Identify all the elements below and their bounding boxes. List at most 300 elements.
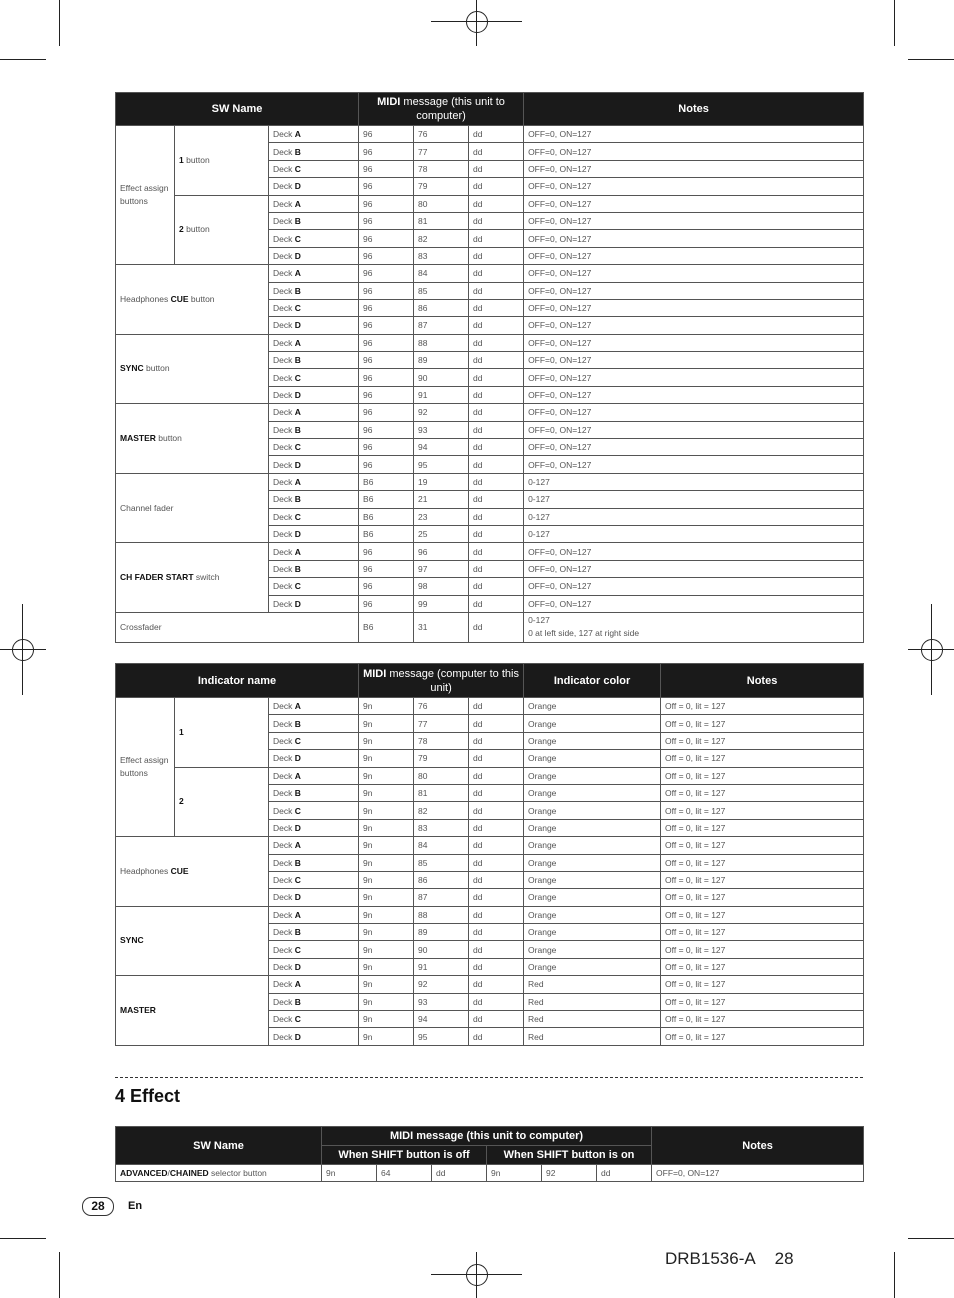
data2-cell: dd [469,265,524,282]
notes-cell: 0-127 [524,473,864,490]
status-byte-cell: 9n [359,993,414,1010]
deck-cell: Deck A [269,265,359,282]
notes-cell: OFF=0, ON=127 [524,334,864,351]
group-label: Channel fader [116,473,269,543]
deck-cell: Deck C [269,230,359,247]
shift-off-header: When SHIFT button is off [322,1146,487,1165]
status-byte-cell: 9n [359,1011,414,1028]
deck-cell: Deck C [269,1011,359,1028]
status-byte-cell: 96 [359,439,414,456]
notes-cell: OFF=0, ON=127 [524,421,864,438]
data1-cell: 21 [414,491,469,508]
group-label: Effect assign buttons [116,698,175,837]
data2-cell: dd [469,906,524,923]
data1-cell: 90 [414,369,469,386]
notes-cell: Off = 0, lit = 127 [661,750,864,767]
notes-header: Notes [524,93,864,126]
indicator-color-cell: Orange [524,784,661,801]
data1-cell: 81 [414,784,469,801]
data2-cell: dd [469,404,524,421]
data1-cell: 88 [414,906,469,923]
indicator-color-cell: Orange [524,889,661,906]
deck-cell: Deck D [269,750,359,767]
status-byte-cell: 96 [359,265,414,282]
notes-cell: Off = 0, lit = 127 [661,993,864,1010]
data2-cell: dd [469,924,524,941]
status-byte-cell: B6 [359,612,414,642]
notes-cell: Off = 0, lit = 127 [661,941,864,958]
registration-circle [921,639,943,661]
status-byte-cell: B6 [359,508,414,525]
table-row [116,126,864,143]
notes-cell: OFF=0, ON=127 [524,578,864,595]
notes-cell: OFF=0, ON=127 [524,212,864,229]
data1-cell: 91 [414,958,469,975]
crop-mark [59,1252,60,1298]
deck-cell: Deck A [269,473,359,490]
deck-cell: Deck C [269,871,359,888]
deck-cell: Deck D [269,456,359,473]
data2-cell: dd [469,854,524,871]
table-row [116,698,864,715]
notes-cell: OFF=0, ON=127 [524,560,864,577]
section-divider [115,1077,863,1078]
data2-cell: dd [469,767,524,784]
notes-cell: OFF=0, ON=127 [524,160,864,177]
status-byte-cell: B6 [359,473,414,490]
notes-cell: 0-127 [524,491,864,508]
data2-cell: dd [469,595,524,612]
notes-cell: Off = 0, lit = 127 [661,854,864,871]
midi-message-header: MIDI message (this unit to computer) [359,93,524,126]
indicator-color-cell: Orange [524,924,661,941]
data1-cell: 84 [414,837,469,854]
deck-cell: Deck C [269,508,359,525]
data1-cell: 78 [414,160,469,177]
table-row [116,543,864,560]
notes-cell: OFF=0, ON=127 [524,595,864,612]
deck-cell: Deck B [269,784,359,801]
indicator-color-header: Indicator color [524,664,661,698]
data1-cell: 85 [414,854,469,871]
data2-cell: dd [469,299,524,316]
data1-cell: 23 [414,508,469,525]
notes-cell: Off = 0, lit = 127 [661,819,864,836]
table-row [116,906,864,923]
deck-cell: Deck D [269,247,359,264]
data1-cell: 82 [414,230,469,247]
indicator-color-cell: Orange [524,715,661,732]
indicator-color-cell: Red [524,976,661,993]
indicator-color-cell: Red [524,993,661,1010]
data2-cell: dd [469,819,524,836]
status-byte-cell: 96 [359,282,414,299]
status-byte-cell: 96 [359,421,414,438]
data1-cell: 77 [414,143,469,160]
deck-cell: Deck C [269,160,359,177]
sub-group-label: 1 [175,698,269,768]
deck-cell: Deck C [269,941,359,958]
notes-cell: 0-127 0 at left side, 127 at right side [524,612,864,642]
data1-cell: 88 [414,334,469,351]
status-byte-cell: 96 [359,195,414,212]
indicator-color-cell: Orange [524,837,661,854]
deck-cell: Deck D [269,819,359,836]
notes-cell: OFF=0, ON=127 [524,317,864,334]
deck-cell: Deck D [269,1028,359,1045]
effect-midi-table [115,1126,864,1182]
status-byte-cell: 9n [359,924,414,941]
notes-cell: OFF=0, ON=127 [524,543,864,560]
notes-cell: OFF=0, ON=127 [524,369,864,386]
deck-cell: Deck C [269,802,359,819]
data2-cell: dd [469,715,524,732]
registration-line [22,604,23,695]
notes-cell: Off = 0, lit = 127 [661,802,864,819]
data2-cell: dd [469,352,524,369]
table-row [116,265,864,282]
data2-cell: dd [469,439,524,456]
deck-cell: Deck B [269,715,359,732]
notes-cell: OFF=0, ON=127 [524,143,864,160]
status-byte-cell: 9n [359,732,414,749]
deck-cell: Deck C [269,299,359,316]
notes-cell: Off = 0, lit = 127 [661,732,864,749]
deck-cell: Deck A [269,404,359,421]
notes-cell: OFF=0, ON=127 [524,439,864,456]
notes-cell: Off = 0, lit = 127 [661,767,864,784]
indicator-color-cell: Red [524,1011,661,1028]
registration-circle [466,11,488,33]
indicator-color-cell: Orange [524,802,661,819]
sub-group-label: 2 button [175,195,269,265]
data1-cell: 93 [414,421,469,438]
data2-cell: dd [469,802,524,819]
data2-cell: dd [469,178,524,195]
status-byte-cell: 96 [359,143,414,160]
document-id: DRB1536-A 28 [665,1249,794,1268]
deck-cell: Deck B [269,282,359,299]
status-byte-cell: 96 [359,578,414,595]
notes-cell: Off = 0, lit = 127 [661,698,864,715]
status-byte-cell: 96 [359,299,414,316]
notes-cell: OFF=0, ON=127 [524,386,864,403]
deck-cell: Deck A [269,976,359,993]
deck-cell: Deck D [269,178,359,195]
deck-cell: Deck D [269,525,359,542]
shift-off-data2: dd [432,1165,487,1182]
status-byte-cell: 96 [359,317,414,334]
data1-cell: 31 [414,612,469,642]
table-row [116,334,864,351]
status-byte-cell: 9n [359,976,414,993]
notes-cell: Off = 0, lit = 127 [661,958,864,975]
indicator-color-cell: Orange [524,958,661,975]
data2-cell: dd [469,941,524,958]
data2-cell: dd [469,456,524,473]
data2-cell: dd [469,143,524,160]
data1-cell: 97 [414,560,469,577]
crop-mark [894,1252,895,1298]
crop-mark [59,0,60,46]
deck-cell: Deck D [269,317,359,334]
status-byte-cell: 96 [359,404,414,421]
notes-cell: Off = 0, lit = 127 [661,1028,864,1045]
data1-cell: 95 [414,1028,469,1045]
data1-cell: 83 [414,247,469,264]
data2-cell: dd [469,732,524,749]
status-byte-cell: 96 [359,247,414,264]
deck-cell: Deck C [269,578,359,595]
status-byte-cell: 9n [359,767,414,784]
data1-cell: 94 [414,1011,469,1028]
deck-cell: Deck D [269,595,359,612]
deck-cell: Deck B [269,212,359,229]
data1-cell: 91 [414,386,469,403]
data2-cell: dd [469,473,524,490]
registration-circle [12,639,34,661]
data2-cell: dd [469,1028,524,1045]
status-byte-cell: 96 [359,352,414,369]
data2-cell: dd [469,369,524,386]
notes-header: Notes [661,664,864,698]
data1-cell: 80 [414,767,469,784]
indicator-color-cell: Orange [524,732,661,749]
data2-cell: dd [469,698,524,715]
status-byte-cell: 9n [359,750,414,767]
status-byte-cell: 9n [359,1028,414,1045]
registration-circle [466,1264,488,1286]
data1-cell: 94 [414,439,469,456]
data1-cell: 76 [414,126,469,143]
notes-cell: Off = 0, lit = 127 [661,906,864,923]
data1-cell: 25 [414,525,469,542]
data2-cell: dd [469,1011,524,1028]
deck-cell: Deck B [269,491,359,508]
data2-cell: dd [469,230,524,247]
notes-cell: Off = 0, lit = 127 [661,871,864,888]
notes-cell: OFF=0, ON=127 [524,265,864,282]
indicator-table [115,663,864,1046]
data2-cell: dd [469,578,524,595]
deck-cell: Deck A [269,906,359,923]
data1-cell: 82 [414,802,469,819]
group-label: MASTER [116,976,269,1046]
group-label: CH FADER START switch [116,543,269,613]
notes-cell: OFF=0, ON=127 [524,352,864,369]
status-byte-cell: B6 [359,491,414,508]
data1-cell: 81 [414,212,469,229]
data1-cell: 89 [414,352,469,369]
status-byte-cell: 9n [359,715,414,732]
crop-mark [908,1238,954,1239]
data2-cell: dd [469,421,524,438]
table-row [116,767,864,784]
indicator-color-cell: Orange [524,767,661,784]
data1-cell: 80 [414,195,469,212]
shift-off-status: 9n [322,1165,377,1182]
status-byte-cell: 96 [359,178,414,195]
crop-mark [0,59,46,60]
deck-cell: Deck B [269,560,359,577]
data2-cell: dd [469,491,524,508]
data1-cell: 87 [414,317,469,334]
data2-cell: dd [469,160,524,177]
language-label: En [128,1200,143,1212]
notes-cell: OFF=0, ON=127 [524,195,864,212]
data1-cell: 95 [414,456,469,473]
sub-group-label: 2 [175,767,269,837]
sub-group-label: 1 button [175,126,269,196]
sw-name-header: SW Name [116,1127,322,1165]
data2-cell: dd [469,543,524,560]
data1-cell: 99 [414,595,469,612]
indicator-color-cell: Orange [524,854,661,871]
notes-cell: Off = 0, lit = 127 [661,976,864,993]
crop-mark [908,59,954,60]
status-byte-cell: 96 [359,230,414,247]
status-byte-cell: 9n [359,784,414,801]
sw-name-cell: ADVANCED/CHAINED selector button [116,1165,322,1182]
data1-cell: 92 [414,404,469,421]
data2-cell: dd [469,993,524,1010]
status-byte-cell: 96 [359,560,414,577]
midi-message-table [115,92,864,643]
deck-cell: Deck A [269,126,359,143]
indicator-color-cell: Orange [524,906,661,923]
data2-cell: dd [469,386,524,403]
data1-cell: 19 [414,473,469,490]
notes-cell: OFF=0, ON=127 [524,126,864,143]
data1-cell: 92 [414,976,469,993]
table-row [116,612,864,642]
data2-cell: dd [469,126,524,143]
deck-cell: Deck C [269,439,359,456]
data2-cell: dd [469,508,524,525]
group-label: Headphones CUE button [116,265,269,335]
table-row [116,837,864,854]
data2-cell: dd [469,889,524,906]
section-title: 4 Effect [115,1086,181,1106]
notes-cell: OFF=0, ON=127 [652,1165,864,1182]
deck-cell: Deck A [269,195,359,212]
data2-cell: dd [469,525,524,542]
data1-cell: 79 [414,750,469,767]
midi-message-header: MIDI message (computer to this unit) [359,664,524,698]
status-byte-cell: 9n [359,889,414,906]
crop-mark [894,0,895,46]
table-row [116,195,864,212]
data1-cell: 83 [414,819,469,836]
notes-cell: Off = 0, lit = 127 [661,715,864,732]
table-row [116,404,864,421]
deck-cell: Deck B [269,854,359,871]
deck-cell: Deck B [269,421,359,438]
status-byte-cell: 96 [359,543,414,560]
shift-off-data1: 64 [377,1165,432,1182]
data2-cell: dd [469,334,524,351]
notes-cell: 0-127 [524,525,864,542]
status-byte-cell: 96 [359,456,414,473]
deck-cell: Deck B [269,993,359,1010]
status-byte-cell: 9n [359,871,414,888]
shift-on-data2: dd [597,1165,652,1182]
deck-cell: Deck B [269,143,359,160]
data2-cell: dd [469,247,524,264]
status-byte-cell: 96 [359,212,414,229]
data2-cell: dd [469,958,524,975]
data2-cell: dd [469,212,524,229]
data2-cell: dd [469,750,524,767]
shift-on-header: When SHIFT button is on [487,1146,652,1165]
sw-name-header: SW Name [116,93,359,126]
data2-cell: dd [469,784,524,801]
group-label: Effect assign buttons [116,126,175,265]
data2-cell: dd [469,837,524,854]
status-byte-cell: 9n [359,837,414,854]
status-byte-cell: 96 [359,160,414,177]
indicator-color-cell: Orange [524,941,661,958]
data1-cell: 85 [414,282,469,299]
deck-cell: Deck D [269,958,359,975]
data2-cell: dd [469,195,524,212]
deck-cell: Deck C [269,369,359,386]
deck-cell: Deck A [269,698,359,715]
crop-mark [0,1238,46,1239]
data1-cell: 90 [414,941,469,958]
data1-cell: 96 [414,543,469,560]
indicator-color-cell: Red [524,1028,661,1045]
notes-cell: Off = 0, lit = 127 [661,784,864,801]
deck-cell: Deck B [269,924,359,941]
group-label: SYNC [116,906,269,976]
registration-line [0,649,46,650]
deck-cell: Deck D [269,889,359,906]
data1-cell: 84 [414,265,469,282]
status-byte-cell: 9n [359,958,414,975]
registration-line [476,1252,477,1298]
status-byte-cell: 9n [359,802,414,819]
registration-line [931,604,932,695]
notes-cell: OFF=0, ON=127 [524,230,864,247]
indicator-color-cell: Orange [524,871,661,888]
data2-cell: dd [469,317,524,334]
notes-cell: Off = 0, lit = 127 [661,1011,864,1028]
data1-cell: 78 [414,732,469,749]
data2-cell: dd [469,612,524,642]
data2-cell: dd [469,560,524,577]
status-byte-cell: 96 [359,126,414,143]
data1-cell: 93 [414,993,469,1010]
indicator-color-cell: Orange [524,819,661,836]
status-byte-cell: 96 [359,369,414,386]
indicator-name-header: Indicator name [116,664,359,698]
notes-cell: 0-127 [524,508,864,525]
data2-cell: dd [469,976,524,993]
notes-cell: OFF=0, ON=127 [524,282,864,299]
registration-line [476,0,477,46]
deck-cell: Deck A [269,837,359,854]
data1-cell: 87 [414,889,469,906]
deck-cell: Deck A [269,334,359,351]
data1-cell: 89 [414,924,469,941]
notes-header: Notes [652,1127,864,1165]
data1-cell: 98 [414,578,469,595]
deck-cell: Deck D [269,386,359,403]
data2-cell: dd [469,871,524,888]
status-byte-cell: B6 [359,525,414,542]
table-row [116,473,864,490]
